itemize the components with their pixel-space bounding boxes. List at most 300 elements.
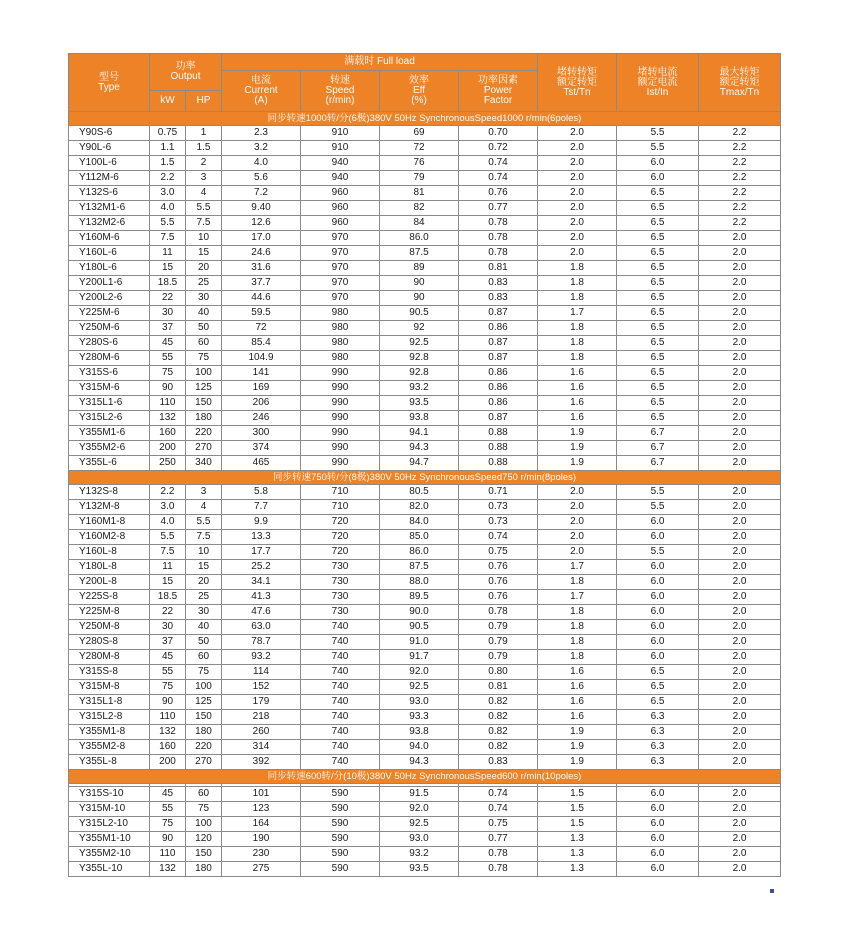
table-row (69, 366, 781, 381)
value-cell: 1.7 (538, 590, 617, 605)
value-cell: 740 (301, 680, 380, 695)
value-cell: 69 (380, 126, 459, 141)
value-cell: 22 (150, 605, 186, 620)
value-cell: 24.6 (222, 246, 301, 261)
value-cell: 91.0 (380, 635, 459, 650)
value-cell: 740 (301, 710, 380, 725)
value-cell: 2.0 (538, 216, 617, 231)
value-cell: 0.79 (459, 650, 538, 665)
value-cell: 2.0 (538, 126, 617, 141)
value-cell: 25.2 (222, 560, 301, 575)
value-cell: 0.88 (459, 426, 538, 441)
value-cell: 250 (150, 456, 186, 471)
value-cell: 2.2 (699, 171, 781, 186)
value-cell: 94.3 (380, 755, 459, 770)
value-cell: 2.0 (699, 620, 781, 635)
value-cell: 1.7 (538, 306, 617, 321)
table-row (69, 441, 781, 456)
table-row (69, 680, 781, 695)
value-cell: 465 (222, 456, 301, 471)
value-cell: 40 (186, 306, 222, 321)
value-cell: 125 (186, 381, 222, 396)
value-cell: 1.9 (538, 426, 617, 441)
value-cell: 11 (150, 560, 186, 575)
value-cell: 1.9 (538, 441, 617, 456)
value-cell: 93.3 (380, 710, 459, 725)
value-cell: 6.5 (617, 381, 699, 396)
value-cell: 990 (301, 441, 380, 456)
value-cell: 1.6 (538, 665, 617, 680)
motor-type-cell: Y355L-6 (69, 456, 150, 471)
header-type: 型号 Type (69, 54, 150, 112)
value-cell: 6.0 (617, 787, 699, 802)
value-cell: 75 (150, 366, 186, 381)
value-cell: 970 (301, 291, 380, 306)
value-cell: 0.79 (459, 620, 538, 635)
header-tst-tn: 堵转转矩 额定转矩 Tst/Tn (538, 54, 617, 112)
table-row (69, 635, 781, 650)
motor-type-cell: Y280M-8 (69, 650, 150, 665)
value-cell: 6.0 (617, 620, 699, 635)
table-row (69, 787, 781, 802)
value-cell: 980 (301, 351, 380, 366)
value-cell: 6.5 (617, 306, 699, 321)
motor-type-cell: Y160M1-8 (69, 515, 150, 530)
value-cell: 0.74 (459, 156, 538, 171)
value-cell: 6.3 (617, 740, 699, 755)
value-cell: 275 (222, 862, 301, 877)
value-cell: 1.8 (538, 321, 617, 336)
value-cell: 6.5 (617, 351, 699, 366)
motor-type-cell: Y90L-6 (69, 141, 150, 156)
value-cell: 2.0 (699, 590, 781, 605)
value-cell: 2.0 (699, 231, 781, 246)
table-row (69, 351, 781, 366)
value-cell: 90.5 (380, 620, 459, 635)
value-cell: 220 (186, 740, 222, 755)
value-cell: 1.6 (538, 366, 617, 381)
value-cell: 92.0 (380, 802, 459, 817)
motor-type-cell: Y280M-6 (69, 351, 150, 366)
table-row (69, 411, 781, 426)
value-cell: 2.0 (699, 847, 781, 862)
value-cell: 1.6 (538, 396, 617, 411)
value-cell: 180 (186, 862, 222, 877)
motor-type-cell: Y225S-8 (69, 590, 150, 605)
value-cell: 3.2 (222, 141, 301, 156)
value-cell: 4.0 (222, 156, 301, 171)
value-cell: 17.7 (222, 545, 301, 560)
value-cell: 47.6 (222, 605, 301, 620)
motor-type-cell: Y200L-8 (69, 575, 150, 590)
value-cell: 132 (150, 862, 186, 877)
value-cell: 0.77 (459, 201, 538, 216)
value-cell: 18.5 (150, 590, 186, 605)
motor-type-cell: Y250M-8 (69, 620, 150, 635)
value-cell: 970 (301, 246, 380, 261)
value-cell: 90.0 (380, 605, 459, 620)
value-cell: 114 (222, 665, 301, 680)
value-cell: 0.75 (459, 817, 538, 832)
value-cell: 220 (186, 426, 222, 441)
motor-type-cell: Y132S-8 (69, 485, 150, 500)
value-cell: 132 (150, 725, 186, 740)
header-tmax-tn: 最大转矩 额定转矩 Tmax/Tn (699, 54, 781, 112)
table-row (69, 216, 781, 231)
value-cell: 2.0 (699, 710, 781, 725)
value-cell: 6.0 (617, 515, 699, 530)
value-cell: 22 (150, 291, 186, 306)
value-cell: 0.78 (459, 216, 538, 231)
table-row (69, 156, 781, 171)
value-cell: 1.9 (538, 755, 617, 770)
value-cell: 0.76 (459, 560, 538, 575)
value-cell: 1.9 (538, 456, 617, 471)
value-cell: 93.5 (380, 396, 459, 411)
value-cell: 180 (186, 411, 222, 426)
value-cell: 0.87 (459, 411, 538, 426)
value-cell: 90.5 (380, 306, 459, 321)
value-cell: 1.8 (538, 650, 617, 665)
motor-type-cell: Y200L1-6 (69, 276, 150, 291)
value-cell: 123 (222, 802, 301, 817)
section-header (69, 770, 781, 784)
value-cell: 990 (301, 396, 380, 411)
table-row (69, 246, 781, 261)
value-cell: 7.5 (186, 530, 222, 545)
value-cell: 2.0 (699, 575, 781, 590)
value-cell: 101 (222, 787, 301, 802)
table-row (69, 291, 781, 306)
value-cell: 90 (380, 276, 459, 291)
value-cell: 100 (186, 366, 222, 381)
table-row (69, 485, 781, 500)
value-cell: 740 (301, 755, 380, 770)
value-cell: 93.2 (380, 847, 459, 862)
table-row (69, 695, 781, 710)
value-cell: 6.5 (617, 216, 699, 231)
value-cell: 72 (380, 141, 459, 156)
value-cell: 164 (222, 817, 301, 832)
value-cell: 44.6 (222, 291, 301, 306)
value-cell: 60 (186, 336, 222, 351)
value-cell: 125 (186, 695, 222, 710)
value-cell: 0.86 (459, 396, 538, 411)
value-cell: 200 (150, 441, 186, 456)
value-cell: 0.78 (459, 246, 538, 261)
value-cell: 11 (150, 246, 186, 261)
value-cell: 2.0 (538, 246, 617, 261)
motor-type-cell: Y355L-10 (69, 862, 150, 877)
value-cell: 180 (186, 725, 222, 740)
value-cell: 1.3 (538, 862, 617, 877)
value-cell: 2.0 (699, 515, 781, 530)
value-cell: 2.0 (699, 456, 781, 471)
value-cell: 6.5 (617, 186, 699, 201)
value-cell: 1.5 (538, 802, 617, 817)
value-cell: 25 (186, 276, 222, 291)
value-cell: 980 (301, 321, 380, 336)
value-cell: 2.0 (699, 832, 781, 847)
value-cell: 200 (150, 755, 186, 770)
value-cell: 2.0 (699, 695, 781, 710)
value-cell: 0.73 (459, 500, 538, 515)
value-cell: 37.7 (222, 276, 301, 291)
value-cell: 94.7 (380, 456, 459, 471)
value-cell: 2.0 (699, 485, 781, 500)
value-cell: 152 (222, 680, 301, 695)
value-cell: 340 (186, 456, 222, 471)
value-cell: 2.0 (699, 351, 781, 366)
value-cell: 2.0 (538, 186, 617, 201)
value-cell: 2.0 (538, 530, 617, 545)
value-cell: 2.0 (538, 500, 617, 515)
value-cell: 2.0 (699, 291, 781, 306)
value-cell: 990 (301, 426, 380, 441)
value-cell: 2.0 (699, 725, 781, 740)
value-cell: 17.0 (222, 231, 301, 246)
value-cell: 0.83 (459, 755, 538, 770)
motor-type-cell: Y132M-8 (69, 500, 150, 515)
value-cell: 0.76 (459, 186, 538, 201)
value-cell: 6.0 (617, 530, 699, 545)
value-cell: 2.0 (538, 545, 617, 560)
motor-type-cell: Y355M1-10 (69, 832, 150, 847)
table-row (69, 802, 781, 817)
value-cell: 0.77 (459, 832, 538, 847)
motor-type-cell: Y225M-8 (69, 605, 150, 620)
motor-type-cell: Y90S-6 (69, 126, 150, 141)
value-cell: 0.76 (459, 575, 538, 590)
value-cell: 2.0 (538, 515, 617, 530)
value-cell: 2.0 (699, 366, 781, 381)
value-cell: 82 (380, 201, 459, 216)
value-cell: 72 (222, 321, 301, 336)
value-cell: 6.0 (617, 605, 699, 620)
section-title: 同步转速750转/分(8极)380V 50Hz SynchronousSpeed750 r/min(8poles) (69, 471, 781, 485)
value-cell: 2.0 (699, 755, 781, 770)
value-cell: 0.75 (459, 545, 538, 560)
value-cell: 374 (222, 441, 301, 456)
value-cell: 59.5 (222, 306, 301, 321)
value-cell: 6.5 (617, 695, 699, 710)
table-row (69, 186, 781, 201)
table-row (69, 575, 781, 590)
value-cell: 85.0 (380, 530, 459, 545)
value-cell: 730 (301, 590, 380, 605)
value-cell: 7.2 (222, 186, 301, 201)
motor-type-cell: Y280S-6 (69, 336, 150, 351)
value-cell: 2.0 (538, 201, 617, 216)
table-row (69, 862, 781, 877)
value-cell: 2.2 (150, 171, 186, 186)
value-cell: 2.0 (699, 560, 781, 575)
value-cell: 2.0 (699, 441, 781, 456)
value-cell: 75 (186, 802, 222, 817)
value-cell: 590 (301, 847, 380, 862)
value-cell: 0.87 (459, 306, 538, 321)
value-cell: 2.0 (699, 650, 781, 665)
value-cell: 0.72 (459, 141, 538, 156)
value-cell: 1.9 (538, 725, 617, 740)
value-cell: 34.1 (222, 575, 301, 590)
value-cell: 5.5 (617, 141, 699, 156)
value-cell: 2.0 (699, 500, 781, 515)
value-cell: 93.2 (222, 650, 301, 665)
value-cell: 6.3 (617, 710, 699, 725)
value-cell: 20 (186, 575, 222, 590)
value-cell: 92.0 (380, 665, 459, 680)
value-cell: 120 (186, 832, 222, 847)
value-cell: 1.6 (538, 680, 617, 695)
value-cell: 88.0 (380, 575, 459, 590)
value-cell: 206 (222, 396, 301, 411)
value-cell: 970 (301, 231, 380, 246)
value-cell: 30 (150, 306, 186, 321)
table-row (69, 545, 781, 560)
table-row (69, 847, 781, 862)
motor-type-cell: Y315S-8 (69, 665, 150, 680)
value-cell: 0.73 (459, 515, 538, 530)
value-cell: 3 (186, 171, 222, 186)
value-cell: 7.5 (150, 231, 186, 246)
value-cell: 15 (150, 261, 186, 276)
motor-type-cell: Y355M1-6 (69, 426, 150, 441)
value-cell: 730 (301, 560, 380, 575)
table-row (69, 201, 781, 216)
header-ist-in: 堵转电流 额定电流 Ist/In (617, 54, 699, 112)
value-cell: 6.0 (617, 650, 699, 665)
value-cell: 2.0 (699, 530, 781, 545)
value-cell: 150 (186, 396, 222, 411)
value-cell: 2.0 (699, 261, 781, 276)
value-cell: 6.5 (617, 261, 699, 276)
motor-type-cell: Y315M-10 (69, 802, 150, 817)
value-cell: 1.8 (538, 575, 617, 590)
section-title: 同步转速1000转/分(6极)380V 50Hz SynchronousSpeed1000 r/min(6poles) (69, 112, 781, 126)
value-cell: 590 (301, 862, 380, 877)
motor-type-cell: Y112M-6 (69, 171, 150, 186)
value-cell: 6.3 (617, 755, 699, 770)
value-cell: 6.0 (617, 847, 699, 862)
value-cell: 0.83 (459, 291, 538, 306)
value-cell: 2.0 (699, 306, 781, 321)
value-cell: 2.2 (699, 126, 781, 141)
value-cell: 92 (380, 321, 459, 336)
section-header (69, 471, 781, 485)
table-row (69, 605, 781, 620)
value-cell: 4 (186, 186, 222, 201)
value-cell: 6.5 (617, 231, 699, 246)
value-cell: 2.0 (538, 141, 617, 156)
motor-type-cell: Y250M-6 (69, 321, 150, 336)
table-row (69, 832, 781, 847)
table-body (69, 112, 781, 877)
value-cell: 75 (186, 351, 222, 366)
value-cell: 980 (301, 336, 380, 351)
value-cell: 2.0 (699, 665, 781, 680)
value-cell: 30 (150, 620, 186, 635)
value-cell: 45 (150, 650, 186, 665)
value-cell: 6.5 (617, 411, 699, 426)
value-cell: 6.0 (617, 817, 699, 832)
value-cell: 2.0 (699, 381, 781, 396)
table-row (69, 276, 781, 291)
value-cell: 0.78 (459, 862, 538, 877)
motor-type-cell: Y132M1-6 (69, 201, 150, 216)
value-cell: 4.0 (150, 201, 186, 216)
value-cell: 1.8 (538, 336, 617, 351)
value-cell: 246 (222, 411, 301, 426)
value-cell: 6.0 (617, 802, 699, 817)
value-cell: 10 (186, 231, 222, 246)
value-cell: 1 (186, 126, 222, 141)
value-cell: 0.86 (459, 381, 538, 396)
value-cell: 5.6 (222, 171, 301, 186)
value-cell: 7.7 (222, 500, 301, 515)
value-cell: 63.0 (222, 620, 301, 635)
value-cell: 960 (301, 216, 380, 231)
value-cell: 55 (150, 351, 186, 366)
value-cell: 940 (301, 171, 380, 186)
value-cell: 260 (222, 725, 301, 740)
value-cell: 15 (150, 575, 186, 590)
value-cell: 2.2 (699, 156, 781, 171)
value-cell: 78.7 (222, 635, 301, 650)
value-cell: 160 (150, 426, 186, 441)
value-cell: 91.7 (380, 650, 459, 665)
value-cell: 94.1 (380, 426, 459, 441)
value-cell: 9.9 (222, 515, 301, 530)
value-cell: 1.9 (538, 740, 617, 755)
table-row (69, 665, 781, 680)
value-cell: 1.5 (186, 141, 222, 156)
value-cell: 0.71 (459, 485, 538, 500)
value-cell: 1.7 (538, 560, 617, 575)
value-cell: 910 (301, 126, 380, 141)
value-cell: 1.5 (538, 787, 617, 802)
value-cell: 2.0 (699, 605, 781, 620)
value-cell: 6.0 (617, 832, 699, 847)
value-cell: 300 (222, 426, 301, 441)
value-cell: 990 (301, 411, 380, 426)
value-cell: 90 (150, 381, 186, 396)
value-cell: 0.87 (459, 351, 538, 366)
value-cell: 590 (301, 817, 380, 832)
value-cell: 2.2 (699, 186, 781, 201)
table-row (69, 381, 781, 396)
value-cell: 1.8 (538, 620, 617, 635)
value-cell: 740 (301, 695, 380, 710)
motor-type-cell: Y315S-6 (69, 366, 150, 381)
value-cell: 1.6 (538, 710, 617, 725)
value-cell: 1.3 (538, 847, 617, 862)
value-cell: 2.0 (699, 817, 781, 832)
value-cell: 25 (186, 590, 222, 605)
value-cell: 6.5 (617, 321, 699, 336)
value-cell: 60 (186, 787, 222, 802)
value-cell: 720 (301, 515, 380, 530)
value-cell: 710 (301, 485, 380, 500)
table-row (69, 515, 781, 530)
value-cell: 2.2 (699, 216, 781, 231)
value-cell: 6.0 (617, 575, 699, 590)
value-cell: 92.8 (380, 351, 459, 366)
value-cell: 0.81 (459, 680, 538, 695)
value-cell: 2.0 (699, 787, 781, 802)
value-cell: 6.0 (617, 171, 699, 186)
value-cell: 2.0 (699, 545, 781, 560)
